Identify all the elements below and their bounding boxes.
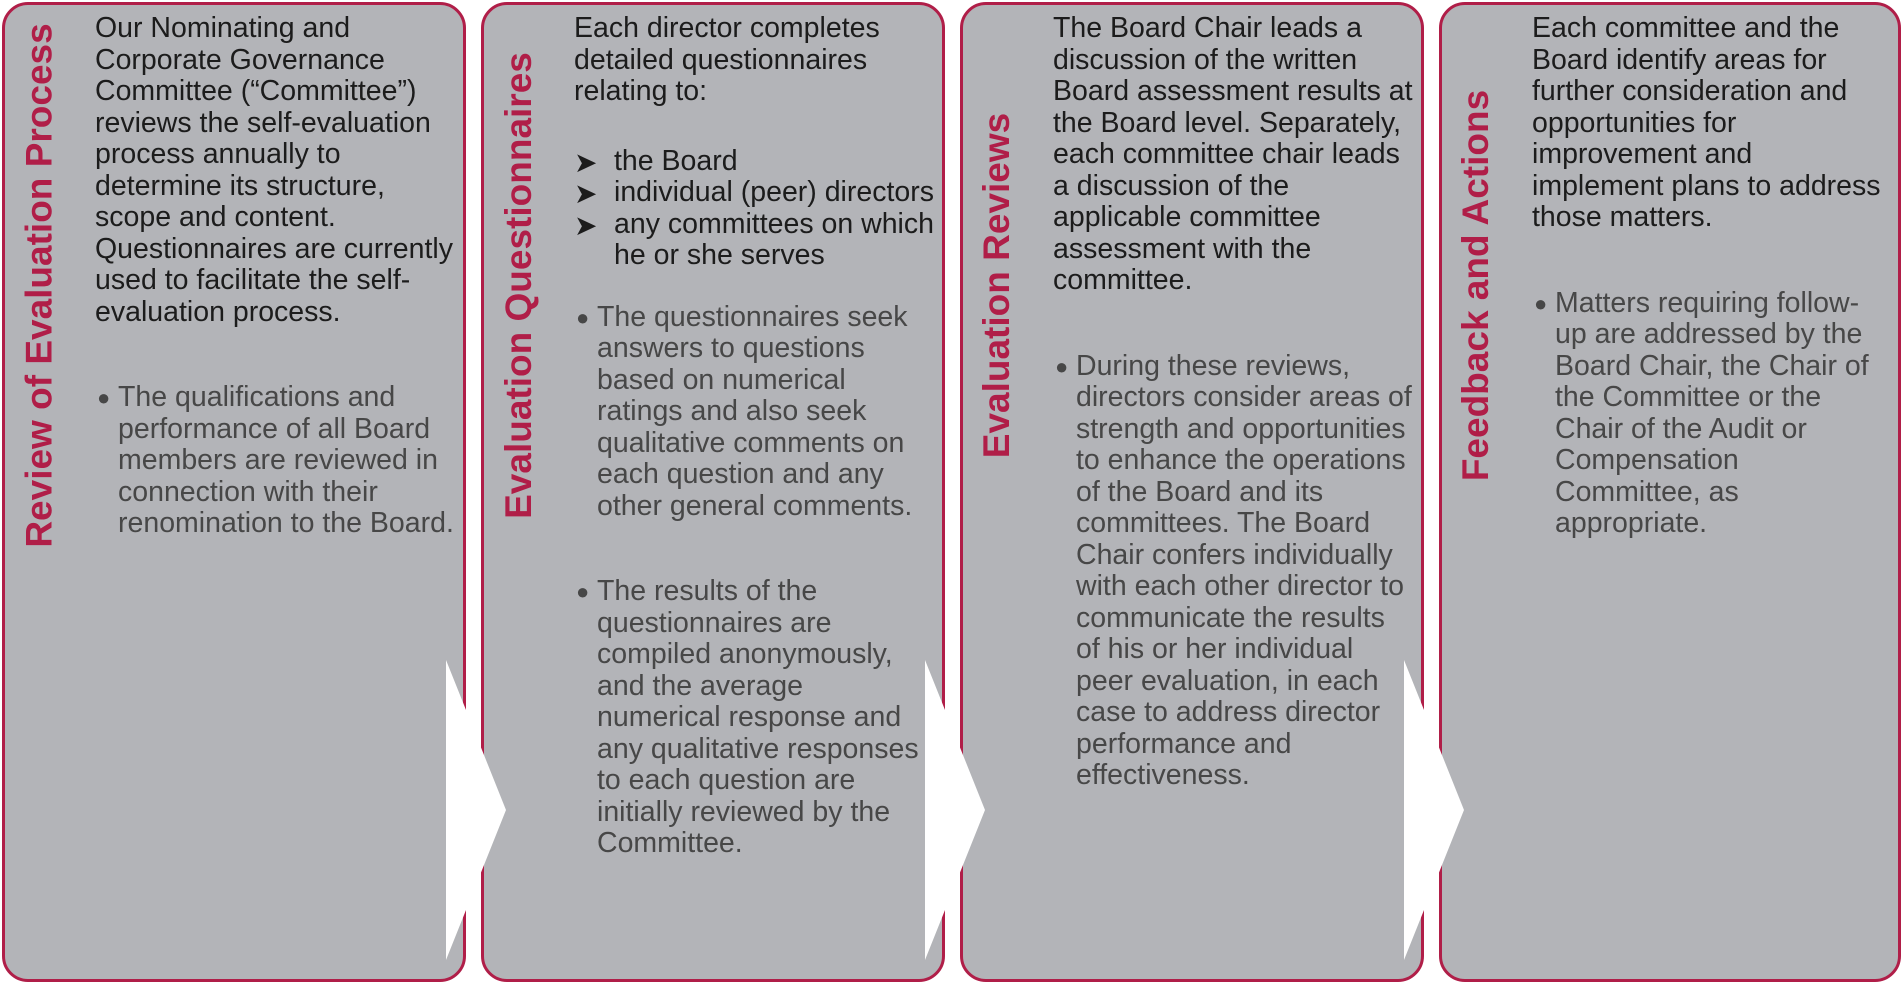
step-lead-text: The Board Chair leads a discussion of the written Board assessment results at the Board level. Separately, each committee chair leads a discussion of the applicable committee assessment with the committee. <box>1053 12 1413 296</box>
arrowhead-right-icon: ➤ <box>574 146 598 178</box>
list-item: ➤ any committees on which he or she serves <box>574 207 934 271</box>
bullet-dot-icon: ● <box>1055 353 1069 379</box>
bullet-item <box>574 576 934 860</box>
bullet-item <box>95 382 455 540</box>
bullet-text: During these reviews, directors consider areas of strength and opportunities to enhance the operations of the Board and its committees. The Board Chair confers individually with each other director to communicate the results of his or her individual peer evaluation, in each case to address director performance and effectiveness. <box>1076 349 1412 791</box>
list-item: ➤ individual (peer) directors <box>574 176 934 209</box>
relating-to-list <box>574 146 934 272</box>
step-panel-review-of-evaluation-process <box>2 2 466 982</box>
bullet-dot-icon: ● <box>576 304 590 330</box>
step-panel-evaluation-reviews <box>960 2 1424 982</box>
step-lead-text: Each director completes detailed questionnaires relating to: <box>574 12 880 107</box>
step-title: Evaluation Questionnaires <box>497 51 539 519</box>
bullet-text: Matters requiring follow-up are addressed by the Board Chair, the Chair of the Committee or the Chair of the Audit or Compensation Committee, as appropriate. <box>1555 286 1869 539</box>
step-lead-text: Each committee and the Board identify areas for further consideration and opportunities for improvement and implement plans to address those matters. <box>1532 12 1881 233</box>
step-title: Evaluation Reviews <box>976 112 1018 458</box>
bullet-dot-icon: ● <box>576 579 590 604</box>
list-item: ➤ the Board <box>574 144 738 178</box>
chevron-connector-icon <box>1404 660 1464 960</box>
chevron-connector-icon <box>446 660 506 960</box>
bullet-text: The questionnaires seek answers to questions based on numerical ratings and also seek qualitative comments on each question and any other general comments. <box>597 300 913 522</box>
step-title: Review of Evaluation Process <box>18 22 60 548</box>
bullet-text: The results of the questionnaires are compiled anonymously, and the average numerical response and any qualitative responses to each question are initially reviewed by the Committee. <box>597 575 919 859</box>
bullet-text: The qualifications and performance of all Board members are reviewed in connection with their renomination to the Board. <box>118 381 454 539</box>
bullet-item <box>574 302 934 523</box>
arrowhead-right-icon: ➤ <box>574 209 598 241</box>
bullet-dot-icon: ● <box>97 385 111 410</box>
step-panel-feedback-and-actions <box>1439 2 1901 982</box>
bullet-item <box>1053 351 1413 792</box>
step-panel-evaluation-questionnaires <box>481 2 945 982</box>
bullet-item <box>1532 288 1890 540</box>
step-title: Feedback and Actions <box>1455 89 1497 481</box>
chevron-connector-icon <box>925 660 985 960</box>
bullet-dot-icon: ● <box>1534 290 1548 316</box>
arrowhead-right-icon: ➤ <box>574 178 598 209</box>
step-lead-text: Our Nominating and Corporate Governance Committee (“Committee”) reviews the self-evaluation process annually to determine its structure, scope and content. Questionnaires are currently used to facilitate the self-evaluation process. <box>95 12 454 328</box>
